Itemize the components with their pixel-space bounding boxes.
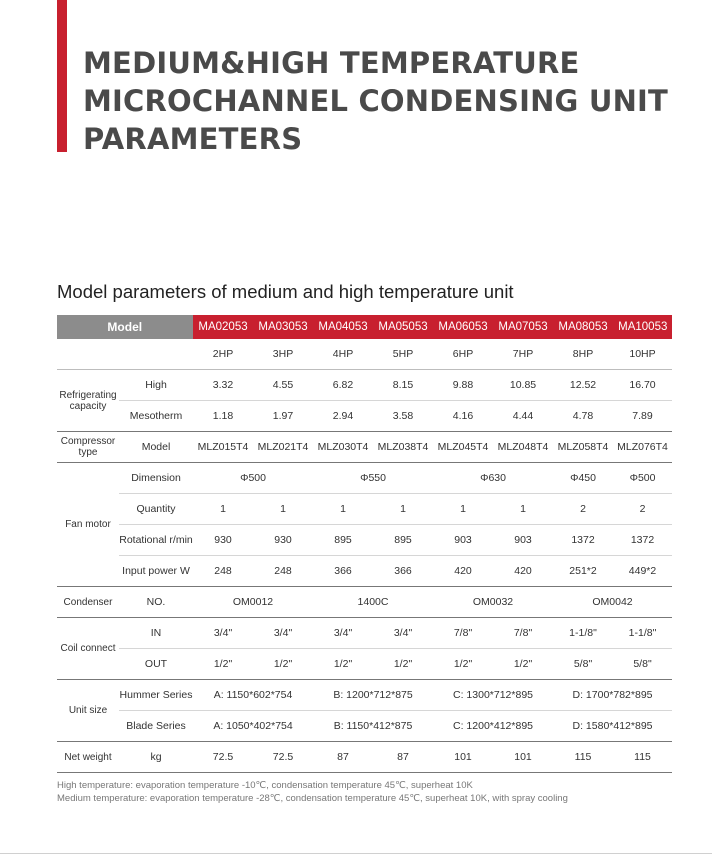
table-cell: OM0012 <box>193 587 313 618</box>
table-cell: 2 <box>613 494 672 525</box>
hp-cell: 2HP <box>193 339 253 370</box>
hummer-series-label: Hummer Series <box>119 680 193 711</box>
hp-cell: 10HP <box>613 339 672 370</box>
model-code: MA07053 <box>493 315 553 339</box>
page-title <box>83 44 703 158</box>
table-cell: 4.16 <box>433 401 493 432</box>
table-cell: 3/4" <box>253 618 313 649</box>
hp-row-label <box>57 339 193 370</box>
table-cell: 1-1/8" <box>553 618 613 649</box>
fan-dimension-row <box>57 463 672 494</box>
table-cell: 420 <box>433 556 493 587</box>
fan-motor-label: Fan motor <box>57 463 119 587</box>
table-cell: 251*2 <box>553 556 613 587</box>
table-cell: MLZ021T4 <box>253 432 313 463</box>
table-cell: 420 <box>493 556 553 587</box>
table-cell: 2 <box>553 494 613 525</box>
condenser-label: Condenser <box>57 587 119 618</box>
hp-cell: 7HP <box>493 339 553 370</box>
table-cell: 1372 <box>613 525 672 556</box>
table-cell: D: 1700*782*895 <box>553 680 672 711</box>
table-cell: MLZ076T4 <box>613 432 672 463</box>
table-cell: 1/2" <box>253 649 313 680</box>
table-cell: OM0032 <box>433 587 553 618</box>
table-cell: 3/4" <box>373 618 433 649</box>
table-cell: 1.18 <box>193 401 253 432</box>
table-cell: 12.52 <box>553 370 613 401</box>
table-cell: Φ500 <box>613 463 672 494</box>
table-cell: 1372 <box>553 525 613 556</box>
table-cell: 7/8" <box>433 618 493 649</box>
unit-size-blade-row <box>57 711 672 742</box>
table-cell: 1 <box>193 494 253 525</box>
table-cell: D: 1580*412*895 <box>553 711 672 742</box>
weight-unit-label: kg <box>119 742 193 773</box>
table-cell: 3.32 <box>193 370 253 401</box>
compressor-row <box>57 432 672 463</box>
table-cell: 1/2" <box>313 649 373 680</box>
table-cell: 115 <box>553 742 613 773</box>
quantity-label: Quantity <box>119 494 193 525</box>
table-cell: 895 <box>373 525 433 556</box>
title-accent-bar <box>57 0 67 152</box>
table-cell: 1 <box>253 494 313 525</box>
table-cell: 3/4" <box>313 618 373 649</box>
title-line-1: MEDIUM&HIGH TEMPERATURE <box>83 46 580 80</box>
bottom-divider <box>0 853 712 854</box>
model-code: MA02053 <box>193 315 253 339</box>
condenser-no-label: NO. <box>119 587 193 618</box>
table-cell: 1/2" <box>433 649 493 680</box>
table-cell: 7/8" <box>493 618 553 649</box>
coil-in-row <box>57 618 672 649</box>
table-cell: 10.85 <box>493 370 553 401</box>
table-cell: 101 <box>493 742 553 773</box>
unit-size-label: Unit size <box>57 680 119 742</box>
table-cell: 1/2" <box>373 649 433 680</box>
table-cell: 248 <box>193 556 253 587</box>
table-cell: 72.5 <box>253 742 313 773</box>
high-label: High <box>119 370 193 401</box>
table-cell: 7.89 <box>613 401 672 432</box>
table-cell: MLZ048T4 <box>493 432 553 463</box>
table-cell: 3.58 <box>373 401 433 432</box>
table-cell: 101 <box>433 742 493 773</box>
table-cell: OM0042 <box>553 587 672 618</box>
table-cell: 5/8" <box>553 649 613 680</box>
coil-out-label: OUT <box>119 649 193 680</box>
title-line-2: MICROCHANNEL CONDENSING UNIT <box>83 84 669 118</box>
refrigerating-capacity-label: Refrigerating capacity <box>57 370 119 432</box>
hp-cell: 8HP <box>553 339 613 370</box>
table-cell: 3/4" <box>193 618 253 649</box>
blade-series-label: Blade Series <box>119 711 193 742</box>
compressor-type-label: Compressor type <box>57 432 119 463</box>
table-cell: 5/8" <box>613 649 672 680</box>
fan-power-row <box>57 556 672 587</box>
table-cell: 115 <box>613 742 672 773</box>
condenser-row <box>57 587 672 618</box>
table-cell: 1 <box>433 494 493 525</box>
table-cell: Φ450 <box>553 463 613 494</box>
table-cell: 4.44 <box>493 401 553 432</box>
table-cell: 449*2 <box>613 556 672 587</box>
table-cell: 895 <box>313 525 373 556</box>
table-cell: MLZ045T4 <box>433 432 493 463</box>
coil-out-row <box>57 649 672 680</box>
table-cell: 4.78 <box>553 401 613 432</box>
hp-row <box>57 339 672 370</box>
table-cell: 6.82 <box>313 370 373 401</box>
table-cell: 2.94 <box>313 401 373 432</box>
table-cell: 1400C <box>313 587 433 618</box>
table-cell: A: 1050*402*754 <box>193 711 313 742</box>
model-header-label: Model <box>57 315 193 339</box>
mesotherm-label: Mesotherm <box>119 401 193 432</box>
table-cell: 903 <box>433 525 493 556</box>
model-code: MA05053 <box>373 315 433 339</box>
input-power-label: Input power W <box>119 556 193 587</box>
hp-cell: 3HP <box>253 339 313 370</box>
fan-rotational-row <box>57 525 672 556</box>
model-code: MA08053 <box>553 315 613 339</box>
net-weight-row <box>57 742 672 773</box>
table-cell: Φ550 <box>313 463 433 494</box>
unit-size-hummer-row <box>57 680 672 711</box>
model-code: MA10053 <box>613 315 672 339</box>
title-line-3: PARAMETERS <box>83 122 303 156</box>
table-cell: 248 <box>253 556 313 587</box>
fan-quantity-row <box>57 494 672 525</box>
table-cell: 87 <box>313 742 373 773</box>
table-cell: Φ630 <box>433 463 553 494</box>
table-cell: 9.88 <box>433 370 493 401</box>
table-cell: C: 1300*712*895 <box>433 680 553 711</box>
table-cell: MLZ058T4 <box>553 432 613 463</box>
table-cell: B: 1200*712*875 <box>313 680 433 711</box>
dimension-label: Dimension <box>119 463 193 494</box>
hp-cell: 6HP <box>433 339 493 370</box>
table-cell: B: 1150*412*875 <box>313 711 433 742</box>
refrigerating-meso-row <box>57 401 672 432</box>
table-cell: 16.70 <box>613 370 672 401</box>
table-cell: MLZ038T4 <box>373 432 433 463</box>
table-cell: 930 <box>193 525 253 556</box>
coil-in-label: IN <box>119 618 193 649</box>
hp-cell: 4HP <box>313 339 373 370</box>
table-cell: 8.15 <box>373 370 433 401</box>
model-row <box>57 315 672 339</box>
table-cell: MLZ030T4 <box>313 432 373 463</box>
hp-cell: 5HP <box>373 339 433 370</box>
coil-connect-label: Coil connect <box>57 618 119 680</box>
table-cell: 903 <box>493 525 553 556</box>
table-cell: 366 <box>313 556 373 587</box>
table-cell: 366 <box>373 556 433 587</box>
model-code: MA04053 <box>313 315 373 339</box>
table-cell: 1.97 <box>253 401 313 432</box>
table-cell: 930 <box>253 525 313 556</box>
footnote-high-temperature: High temperature: evaporation temperature -10℃, condensation temperature 45℃, superheat 10K <box>57 780 473 791</box>
table-cell: 1 <box>313 494 373 525</box>
model-code: MA03053 <box>253 315 313 339</box>
table-cell: 1-1/8" <box>613 618 672 649</box>
table-cell: A: 1150*602*754 <box>193 680 313 711</box>
table-cell: 1 <box>373 494 433 525</box>
section-subtitle: Model parameters of medium and high temperature unit <box>57 281 514 302</box>
table-cell: 1/2" <box>493 649 553 680</box>
table-cell: Φ500 <box>193 463 313 494</box>
compressor-model-label: Model <box>119 432 193 463</box>
footnotes <box>57 780 568 805</box>
table-cell: 72.5 <box>193 742 253 773</box>
refrigerating-high-row <box>57 370 672 401</box>
table-cell: 1 <box>493 494 553 525</box>
table-cell: 4.55 <box>253 370 313 401</box>
table-cell: 87 <box>373 742 433 773</box>
rotational-label: Rotational r/min <box>119 525 193 556</box>
net-weight-label: Net weight <box>57 742 119 773</box>
table-cell: MLZ015T4 <box>193 432 253 463</box>
table-cell: C: 1200*412*895 <box>433 711 553 742</box>
parameters-table <box>57 315 672 773</box>
table-cell: 1/2" <box>193 649 253 680</box>
footnote-medium-temperature: Medium temperature: evaporation temperature -28℃, condensation temperature 45℃, superheat 10K, with spray cooling <box>57 792 568 804</box>
model-code: MA06053 <box>433 315 493 339</box>
